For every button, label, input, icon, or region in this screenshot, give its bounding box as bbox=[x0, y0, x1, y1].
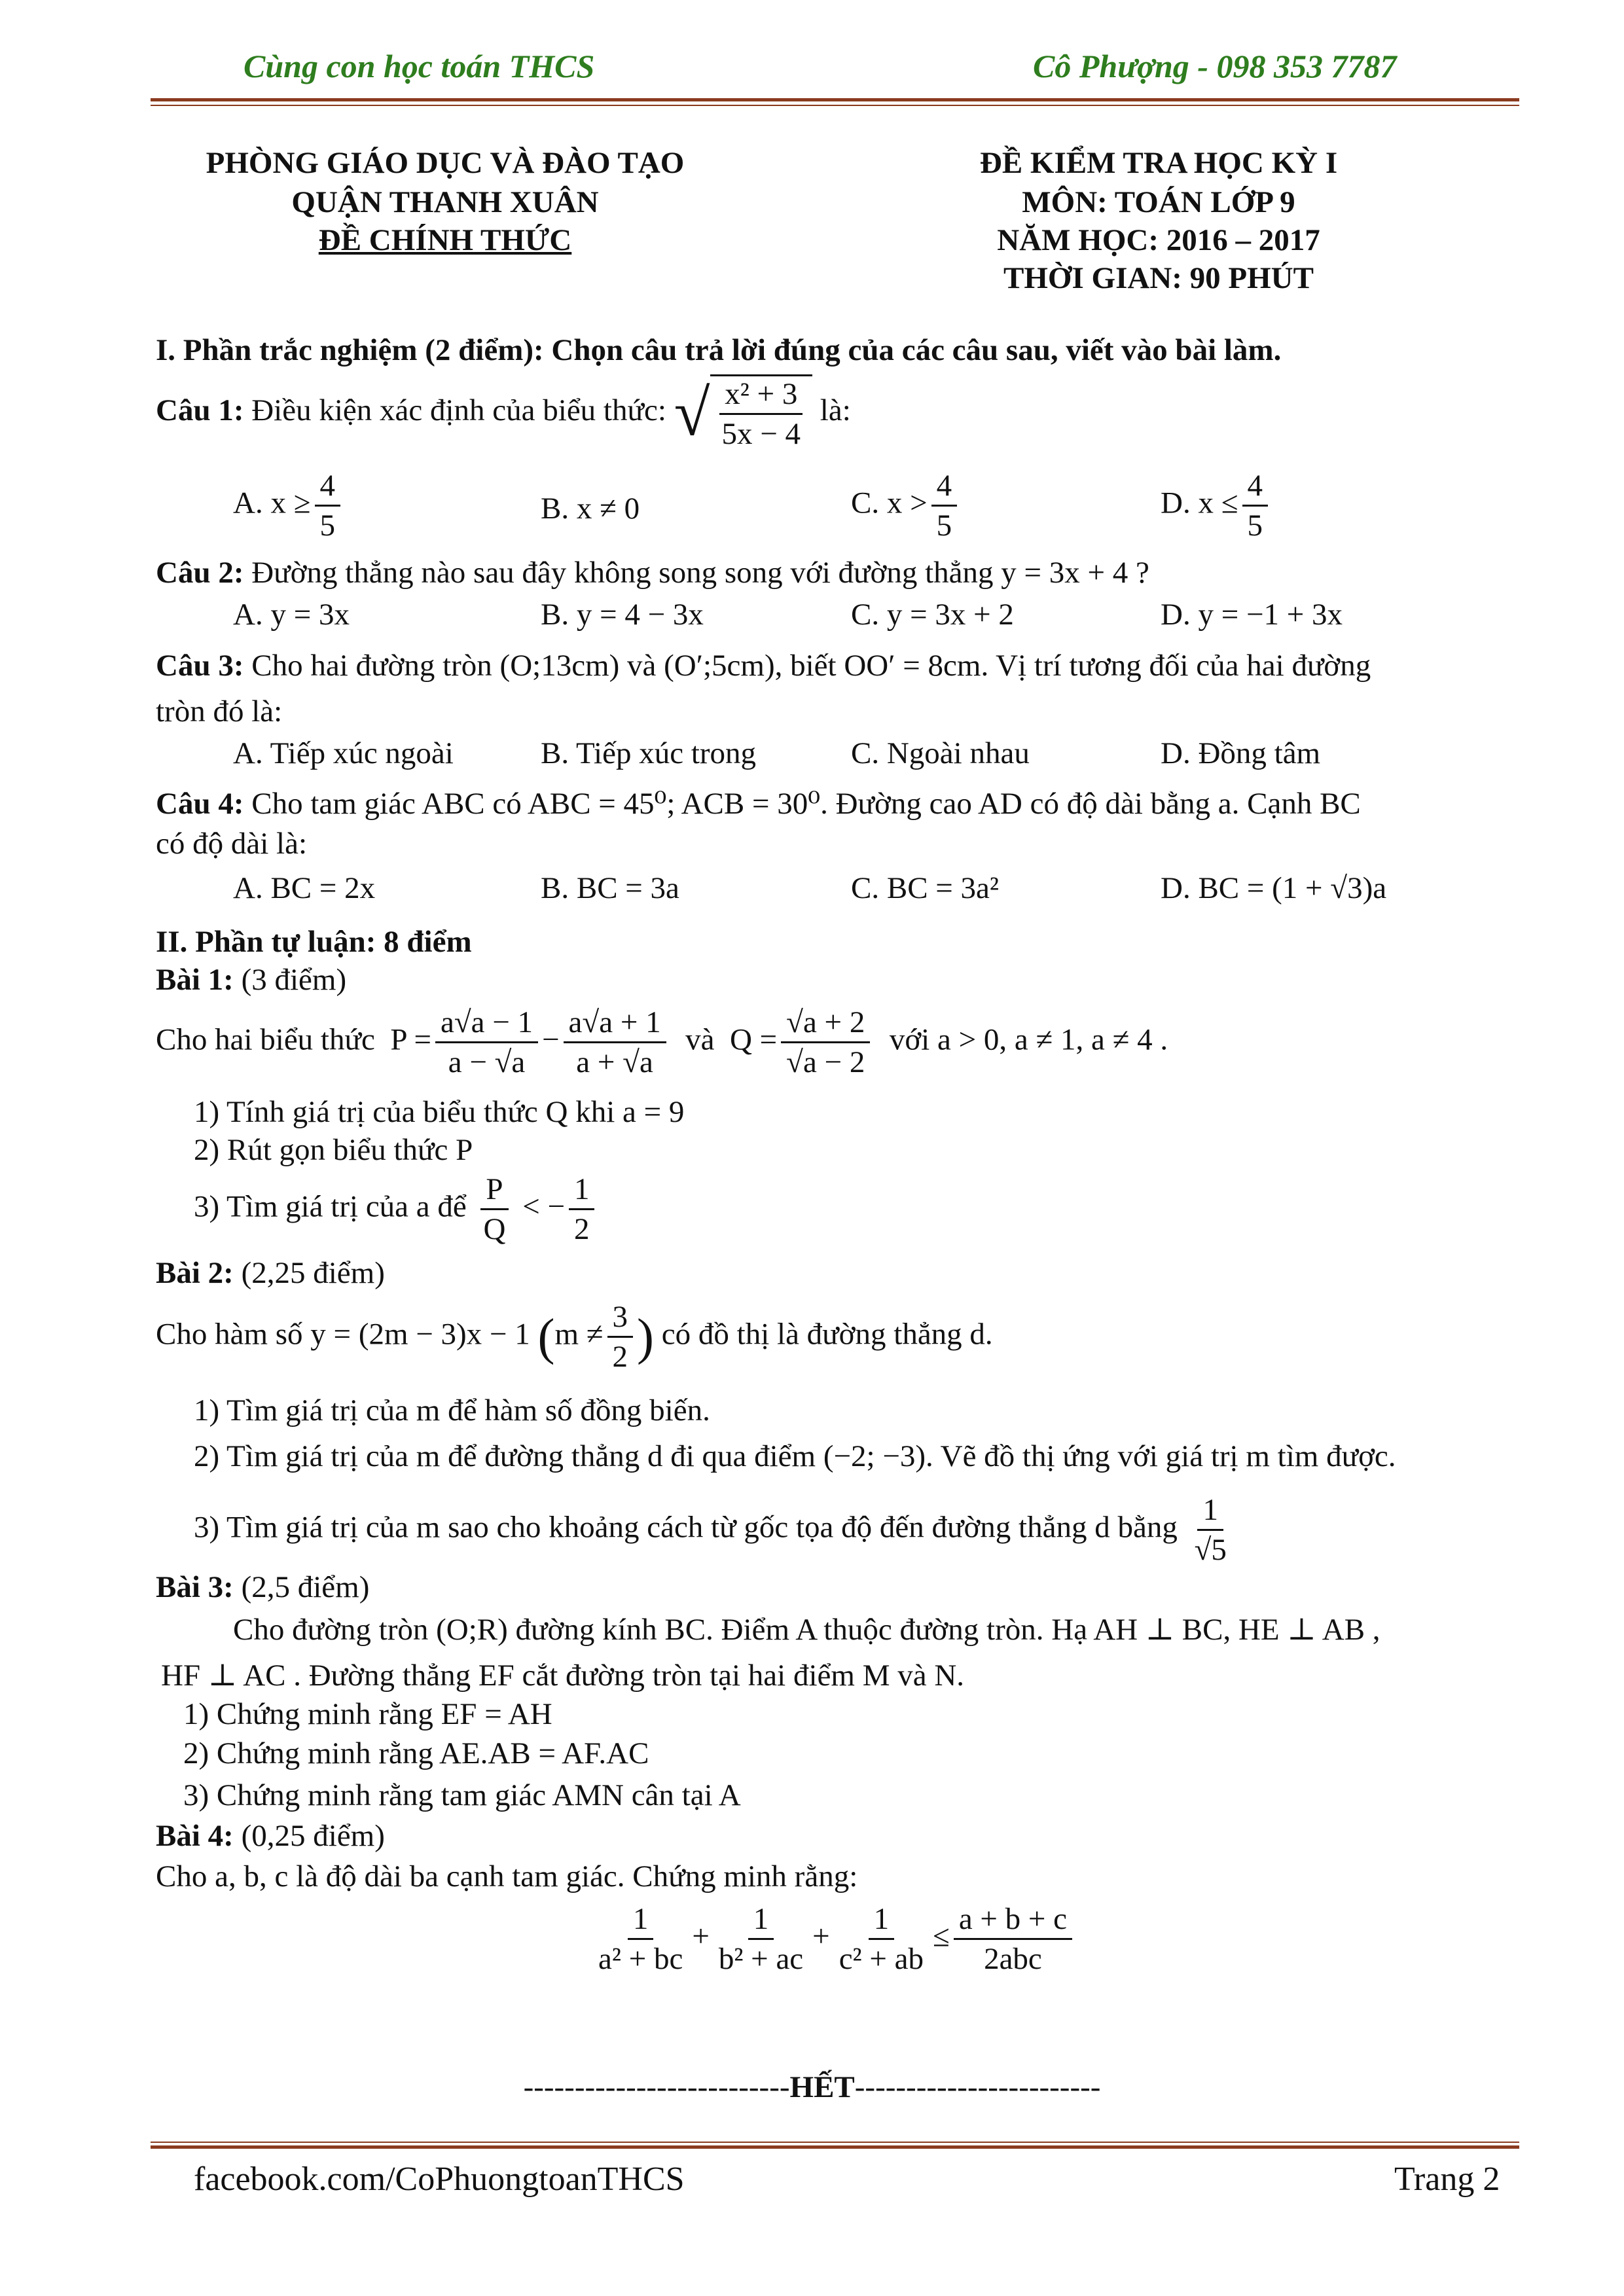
bai4-f1-num: 1 bbox=[628, 1901, 654, 1940]
bai4-plus-1: + bbox=[692, 1919, 710, 1954]
bai4-rhs-num: a + b + c bbox=[954, 1901, 1072, 1940]
bai3-line-2: HF ⊥ AC . Đường thẳng EF cắt đường tròn tại hai điểm M và N. bbox=[161, 1659, 965, 1693]
bai1-i3-mid: < − bbox=[522, 1189, 565, 1224]
exam-year: NĂM HỌC: 2016 – 2017 bbox=[997, 223, 1320, 257]
bai2-title bbox=[156, 1255, 385, 1291]
q1-c-prefix: C. x > bbox=[851, 486, 928, 520]
q1-c-num: 4 bbox=[931, 468, 958, 507]
header-divider-thin bbox=[151, 105, 1519, 106]
q1-option-b: B. x ≠ 0 bbox=[541, 492, 640, 526]
bai4-intro: Cho a, b, c là độ dài ba cạnh tam giác. Chứng minh rằng: bbox=[156, 1859, 858, 1893]
q1-d-prefix: D. x ≤ bbox=[1161, 486, 1238, 520]
bai1-p1-num: a√a − 1 bbox=[435, 1005, 538, 1043]
q1-denominator: 5x − 4 bbox=[721, 417, 801, 452]
q4-text: Cho tam giác ABC có ABC = 45⁰; ACB = 30⁰. Đường cao AD có độ dài bằng a. Cạnh BC bbox=[251, 787, 1361, 821]
bai1-conditions: với a > 0, a ≠ 1, a ≠ 4 . bbox=[889, 1022, 1168, 1057]
q4-label: Câu 4: bbox=[156, 787, 244, 821]
bai1-item-3 bbox=[194, 1172, 598, 1247]
end-dashes-right: ------------------------ bbox=[854, 2070, 1101, 2104]
q1-a-den: 5 bbox=[319, 509, 335, 543]
q2-line bbox=[156, 555, 1149, 590]
bai1-p1-den: a − √a bbox=[448, 1045, 526, 1080]
q1-option-c bbox=[851, 468, 961, 543]
bai4-plus-2: + bbox=[812, 1919, 830, 1954]
q1-numerator: x² + 3 bbox=[719, 376, 803, 415]
bai4-f2-num: 1 bbox=[748, 1901, 774, 1940]
header-left: Cùng con học toán THCS bbox=[244, 48, 595, 84]
bai4-f3-num: 1 bbox=[869, 1901, 895, 1940]
exam-duration: THỜI GIAN: 90 PHÚT bbox=[1003, 261, 1314, 295]
bai4-f2-den: b² + ac bbox=[718, 1942, 804, 1977]
page-number: Trang 2 bbox=[1394, 2161, 1500, 2198]
bai2-item-2: 2) Tìm giá trị của m để đường thẳng d đi qua điểm (−2; −3). Vẽ đồ thị ứng với giá trị m tìm được. bbox=[194, 1439, 1396, 1473]
q1-option-a bbox=[233, 468, 344, 543]
q4-option-b: B. BC = 3a bbox=[541, 871, 679, 905]
q1-option-d bbox=[1161, 468, 1272, 543]
footer-divider bbox=[151, 2145, 1519, 2149]
q3-option-a: A. Tiếp xúc ngoài bbox=[233, 736, 454, 770]
bai1-title bbox=[156, 962, 346, 997]
bai4-inequality bbox=[589, 1901, 1076, 1977]
bai1-q-num: √a + 2 bbox=[781, 1005, 870, 1043]
q4-line bbox=[156, 785, 1361, 821]
bai1-item-2: 2) Rút gọn biểu thức P bbox=[194, 1133, 473, 1167]
header-right: Cô Phượng - 098 353 7787 bbox=[1033, 48, 1397, 84]
bai4-f1-den: a² + bc bbox=[598, 1942, 683, 1977]
school-dept: PHÒNG GIÁO DỤC VÀ ĐÀO TẠO bbox=[206, 146, 685, 180]
bai1-expressions bbox=[156, 1005, 1168, 1080]
q4-option-a: A. BC = 2x bbox=[233, 871, 376, 905]
bai1-q-lhs: Q = bbox=[729, 1022, 778, 1057]
bai1-q-den: √a − 2 bbox=[786, 1045, 865, 1080]
bai1-i3-prefix: 3) Tìm giá trị của a để bbox=[194, 1189, 467, 1224]
bai1-i3-num: P bbox=[480, 1172, 508, 1210]
bai3-line-1: Cho đường tròn (O;R) đường kính BC. Điểm A thuộc đường tròn. Hạ AH ⊥ BC, HE ⊥ AB , bbox=[233, 1613, 1380, 1647]
q2-option-b: B. y = 4 − 3x bbox=[541, 598, 704, 632]
q1-a-num: 4 bbox=[315, 468, 341, 507]
bai2-points: (2,25 điểm) bbox=[241, 1256, 385, 1290]
bai3-title bbox=[156, 1570, 369, 1605]
q2-option-d: D. y = −1 + 3x bbox=[1161, 598, 1343, 632]
q1-d-den: 5 bbox=[1247, 509, 1263, 543]
q1-line bbox=[156, 374, 851, 452]
bai2-tail: có đồ thị là đường thẳng d. bbox=[661, 1317, 993, 1352]
q3-line bbox=[156, 648, 1371, 683]
bai4-label: Bài 4: bbox=[156, 1819, 234, 1853]
exam-subject: MÔN: TOÁN LỚP 9 bbox=[1022, 185, 1295, 219]
bai2-label: Bài 2: bbox=[156, 1256, 234, 1290]
bai1-i3-den: Q bbox=[483, 1212, 506, 1247]
official-label: ĐỀ CHÍNH THỨC bbox=[318, 223, 572, 257]
bai3-item-3: 3) Chứng minh rằng tam giác AMN cân tại A bbox=[183, 1778, 741, 1812]
bai1-p-lhs: P = bbox=[390, 1022, 431, 1057]
bai1-i3-den2: 2 bbox=[573, 1212, 590, 1247]
q4-option-c: C. BC = 3a² bbox=[851, 871, 1000, 905]
bai1-i3-num2: 1 bbox=[569, 1172, 595, 1210]
exam-title: ĐỀ KIỂM TRA HỌC KỲ I bbox=[979, 146, 1338, 180]
q3-text: Cho hai đường tròn (O;13cm) và (O′;5cm), biết OO′ = 8cm. Vị trí tương đối của hai đường bbox=[251, 649, 1371, 683]
bai3-item-2: 2) Chứng minh rằng AE.AB = AF.AC bbox=[183, 1736, 649, 1770]
q4-text-cont: có độ dài là: bbox=[156, 827, 308, 861]
q2-text: Đường thẳng nào sau đây không song song với đường thẳng y = 3x + 4 ? bbox=[251, 556, 1149, 590]
q1-tail: là: bbox=[820, 393, 851, 427]
bai4-points: (0,25 điểm) bbox=[241, 1819, 385, 1853]
part1-heading: I. Phần trắc nghiệm (2 điểm): Chọn câu trả lời đúng của các câu sau, viết vào bài làm. bbox=[156, 333, 1282, 367]
bai2-function: Cho hàm số y = (2m − 3)x − 1 (m ≠ $\frac{3}{2}$ ) có đồ thị là đường thẳng d. bbox=[156, 1300, 993, 1374]
bai2-cond-den: 2 bbox=[612, 1340, 628, 1374]
bai1-item-1: 1) Tính giá trị của biểu thức Q khi a = 9 bbox=[194, 1095, 685, 1129]
q3-text-cont: tròn đó là: bbox=[156, 694, 283, 728]
end-dashes-left: -------------------------- bbox=[523, 2070, 790, 2104]
bai2-i3-prefix: 3) Tìm giá trị của m sao cho khoảng cách từ gốc tọa độ đến đường thẳng d bằng bbox=[194, 1510, 1178, 1545]
bai1-intro: Cho hai biểu thức bbox=[156, 1022, 375, 1057]
q2-option-a: A. y = 3x bbox=[233, 598, 350, 632]
bai1-and: và bbox=[685, 1022, 715, 1057]
bai2-intro: Cho hàm số y = (2m − 3)x − 1 bbox=[156, 1317, 530, 1352]
school-district: QUẬN THANH XUÂN bbox=[291, 185, 599, 219]
q2-option-c: C. y = 3x + 2 bbox=[851, 598, 1014, 632]
q1-label: Câu 1: bbox=[156, 393, 244, 427]
bai4-title bbox=[156, 1818, 385, 1854]
q3-label: Câu 3: bbox=[156, 649, 244, 683]
q1-d-num: 4 bbox=[1242, 468, 1269, 507]
bai1-label: Bài 1: bbox=[156, 963, 234, 997]
bai2-cond-prefix: m ≠ bbox=[554, 1317, 604, 1352]
q1-text: Điều kiện xác định của biểu thức: bbox=[251, 393, 666, 427]
end-marker bbox=[0, 2070, 1624, 2105]
q1-c-den: 5 bbox=[936, 509, 952, 543]
q3-option-b: B. Tiếp xúc trong bbox=[541, 736, 757, 770]
q1-a-prefix: A. x ≥ bbox=[233, 486, 311, 520]
footer-divider-thin bbox=[151, 2142, 1519, 2143]
header-divider bbox=[151, 98, 1519, 101]
bai2-item-1: 1) Tìm giá trị của m để hàm số đồng biến. bbox=[194, 1393, 710, 1427]
bai1-p2-num: a√a + 1 bbox=[564, 1005, 666, 1043]
bai1-points: (3 điểm) bbox=[241, 963, 347, 997]
bai4-rhs-den: 2abc bbox=[984, 1942, 1042, 1977]
footer-facebook-link[interactable]: facebook.com/CoPhuongtoanTHCS bbox=[194, 2161, 685, 2198]
bai3-item-1: 1) Chứng minh rằng EF = AH bbox=[183, 1697, 552, 1731]
q1-expression: √ $\frac{\text{x² + 3}}{5x - 4}$ bbox=[674, 374, 812, 452]
q3-option-d: D. Đồng tâm bbox=[1161, 736, 1321, 770]
bai2-i3-num: 1 bbox=[1197, 1492, 1223, 1531]
bai2-item-3 bbox=[194, 1492, 1236, 1568]
bai4-leq: ≤ bbox=[933, 1919, 950, 1954]
q2-label: Câu 2: bbox=[156, 556, 244, 590]
bai4-f3-den: c² + ab bbox=[839, 1942, 924, 1977]
bai3-points: (2,5 điểm) bbox=[241, 1570, 370, 1604]
bai1-p2-den: a + √a bbox=[576, 1045, 653, 1080]
bai2-cond-num: 3 bbox=[607, 1299, 634, 1338]
q3-option-c: C. Ngoài nhau bbox=[851, 736, 1030, 770]
bai3-label: Bài 3: bbox=[156, 1570, 234, 1604]
part2-heading: II. Phần tự luận: 8 điểm bbox=[156, 925, 472, 959]
bai2-i3-den: √5 bbox=[1194, 1533, 1227, 1568]
end-text: HẾT bbox=[789, 2070, 855, 2104]
q4-option-d: D. BC = (1 + √3)a bbox=[1161, 871, 1387, 905]
bai1-minus: − bbox=[542, 1022, 560, 1057]
